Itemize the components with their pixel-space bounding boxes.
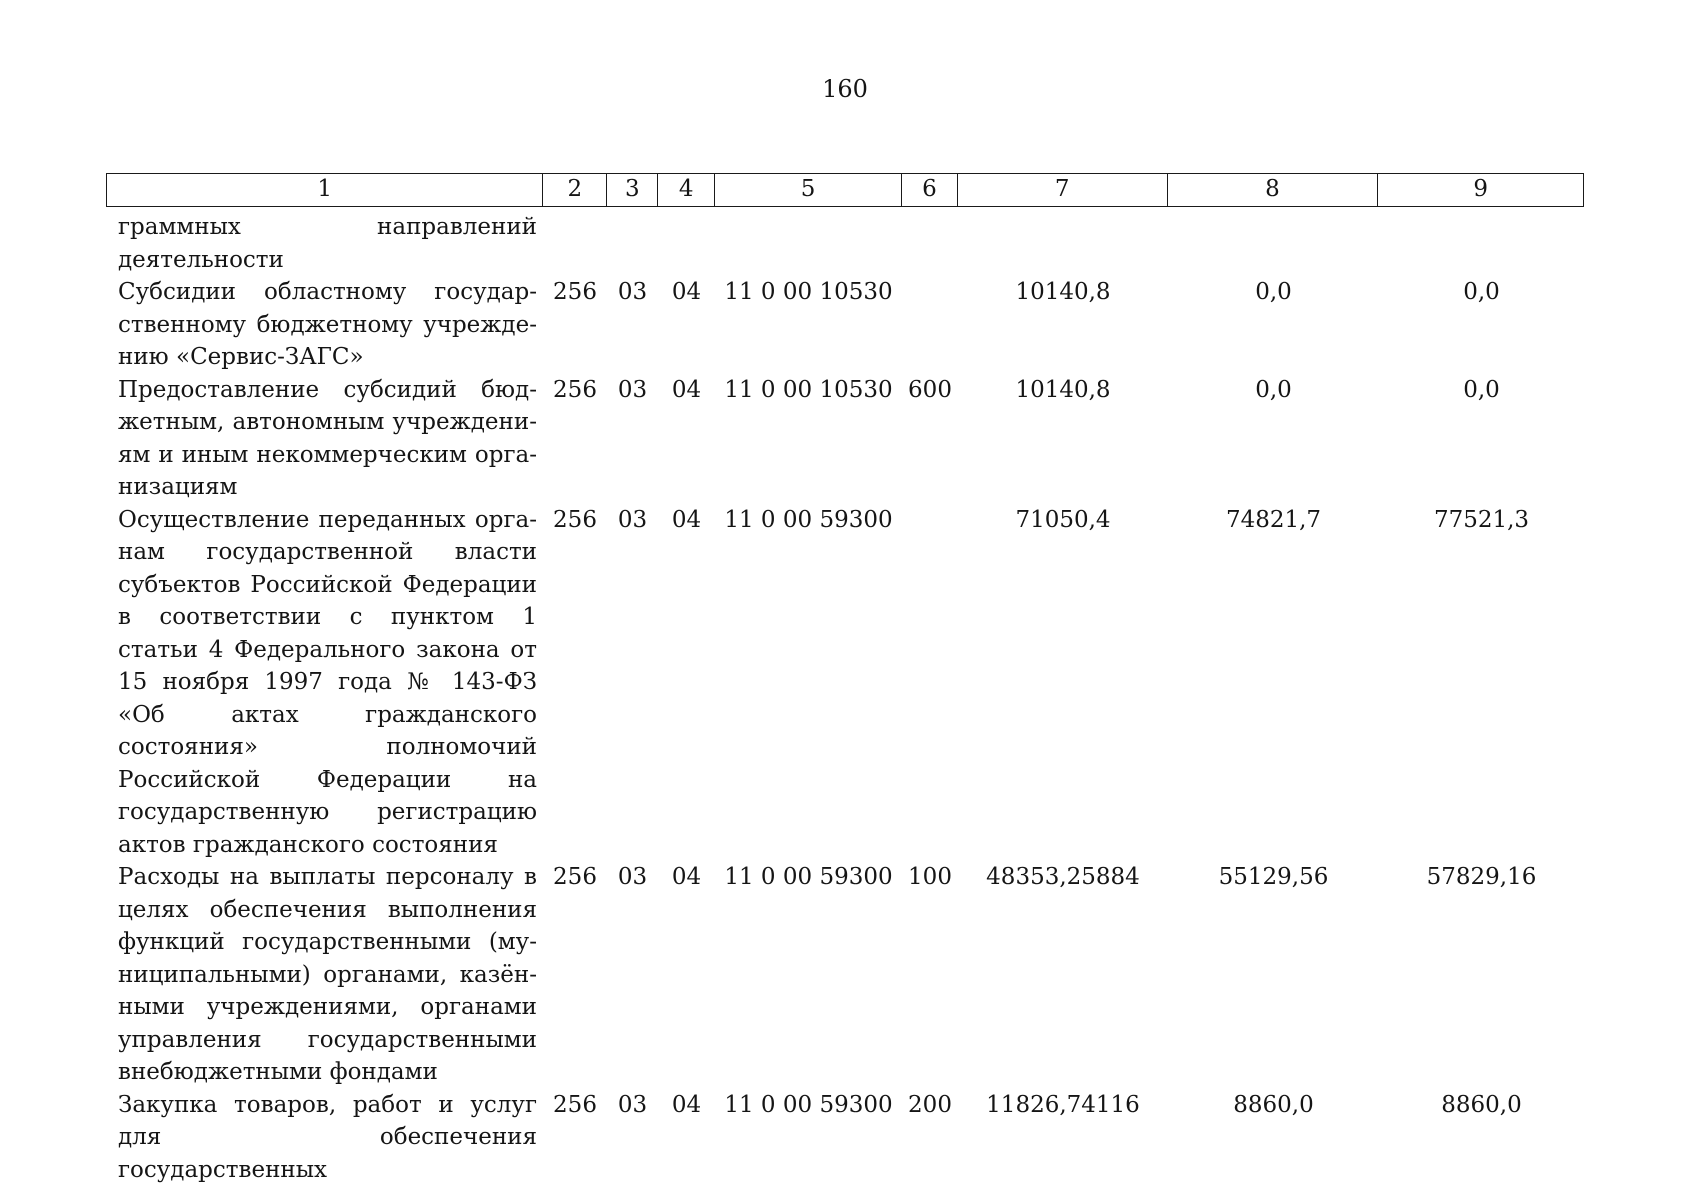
row-amount-col8: 55129,56 bbox=[1218, 864, 1329, 890]
row-amount-col9: 0,0 bbox=[1463, 279, 1500, 305]
table-header-row bbox=[106, 173, 1584, 207]
row-amount-col7: 11826,74116 bbox=[986, 1091, 1140, 1118]
row-grbs bbox=[543, 211, 607, 276]
row-target-code: 11 0 00 59300 bbox=[724, 506, 893, 533]
row-grbs: 256 bbox=[553, 864, 597, 890]
row-target-code: 11 0 00 10530 bbox=[724, 376, 893, 403]
row-amount-col9: 57829,16 bbox=[1426, 864, 1537, 890]
row-amount-col8: 8860,0 bbox=[1233, 1091, 1314, 1118]
budget-table bbox=[106, 211, 1584, 1186]
column-header-8: 8 bbox=[1168, 174, 1379, 206]
table-row bbox=[106, 374, 1584, 504]
row-amount-col8 bbox=[1168, 211, 1379, 276]
row-grbs: 256 bbox=[553, 279, 597, 305]
row-grbs: 256 bbox=[553, 376, 597, 403]
row-description: Расходы на выплаты персоналу в целях обеспечения выполнения функций государственными (муниципальными) органами, казёнными учреждениями, органами управления государственными внебюджетными фондами bbox=[118, 864, 537, 1085]
row-amount-col8: 74821,7 bbox=[1225, 506, 1322, 533]
row-section bbox=[607, 211, 658, 276]
row-description: Предоставление субсидий бюджетным, автономным учреждениям и иным некоммерческим организациям bbox=[118, 376, 537, 500]
table-row bbox=[106, 861, 1584, 1089]
row-expense-type: 100 bbox=[908, 864, 952, 890]
row-section: 03 bbox=[617, 279, 648, 305]
row-description: граммных направлений деятельности bbox=[118, 214, 537, 273]
row-expense-type bbox=[902, 504, 958, 862]
row-grbs: 256 bbox=[553, 506, 597, 533]
row-subsection: 04 bbox=[671, 506, 702, 533]
row-amount-col7 bbox=[958, 211, 1168, 276]
row-expense-type bbox=[902, 211, 958, 276]
row-subsection bbox=[658, 211, 715, 276]
column-header-9: 9 bbox=[1473, 176, 1488, 202]
row-amount-col8: 0,0 bbox=[1255, 376, 1292, 403]
column-header-5: 5 bbox=[715, 174, 902, 206]
row-description: Закупка товаров, работ и услуг для обеспечения государственных bbox=[118, 1091, 537, 1183]
row-expense-type bbox=[902, 276, 958, 374]
row-description: Осуществление переданных органам государственной власти субъектов Российской Федерации в соответствии с пунктом 1 статьи 4 Федерального закона от 15 ноября 1997 года № 143-ФЗ «Об актах гражданского состояния» полномочий Российской Федерации на государственную регистрацию актов гражданского состояния bbox=[118, 506, 537, 858]
row-grbs: 256 bbox=[553, 1091, 597, 1118]
row-amount-col9: 0,0 bbox=[1463, 376, 1500, 403]
row-target-code bbox=[715, 211, 902, 276]
row-amount-col7: 10140,8 bbox=[1015, 279, 1111, 305]
row-amount-col9 bbox=[1379, 211, 1584, 276]
row-amount-col7: 48353,25884 bbox=[986, 864, 1140, 890]
row-amount-col7: 71050,4 bbox=[1015, 506, 1111, 533]
row-section: 03 bbox=[617, 1091, 648, 1118]
row-amount-col9: 8860,0 bbox=[1441, 1091, 1522, 1118]
table-row bbox=[106, 504, 1584, 862]
row-description: Субсидии областному государственному бюджетному учреждению «Сервис-ЗАГС» bbox=[118, 279, 537, 370]
column-header-2: 2 bbox=[543, 174, 607, 206]
column-header-7: 7 bbox=[958, 174, 1168, 206]
table-row bbox=[106, 1089, 1584, 1187]
row-amount-col8: 0,0 bbox=[1255, 279, 1292, 305]
table-row bbox=[106, 276, 1584, 374]
row-subsection: 04 bbox=[671, 864, 702, 890]
row-target-code: 11 0 00 59300 bbox=[724, 864, 893, 890]
column-header-6: 6 bbox=[902, 174, 958, 206]
page-number: 160 bbox=[822, 75, 868, 103]
column-header-1: 1 bbox=[107, 174, 543, 206]
row-subsection: 04 bbox=[671, 1091, 702, 1118]
row-section: 03 bbox=[617, 864, 648, 890]
row-subsection: 04 bbox=[671, 376, 702, 403]
row-target-code: 11 0 00 10530 bbox=[724, 279, 893, 305]
row-amount-col9: 77521,3 bbox=[1433, 506, 1530, 533]
table-row bbox=[106, 211, 1584, 276]
row-section: 03 bbox=[617, 506, 648, 533]
row-expense-type: 200 bbox=[908, 1091, 952, 1118]
row-section: 03 bbox=[617, 376, 648, 403]
row-target-code: 11 0 00 59300 bbox=[724, 1091, 893, 1118]
column-header-3: 3 bbox=[607, 174, 658, 206]
column-header-4: 4 bbox=[658, 174, 715, 206]
row-expense-type: 600 bbox=[908, 376, 952, 403]
row-amount-col7: 10140,8 bbox=[1015, 376, 1111, 403]
row-subsection: 04 bbox=[671, 279, 702, 305]
